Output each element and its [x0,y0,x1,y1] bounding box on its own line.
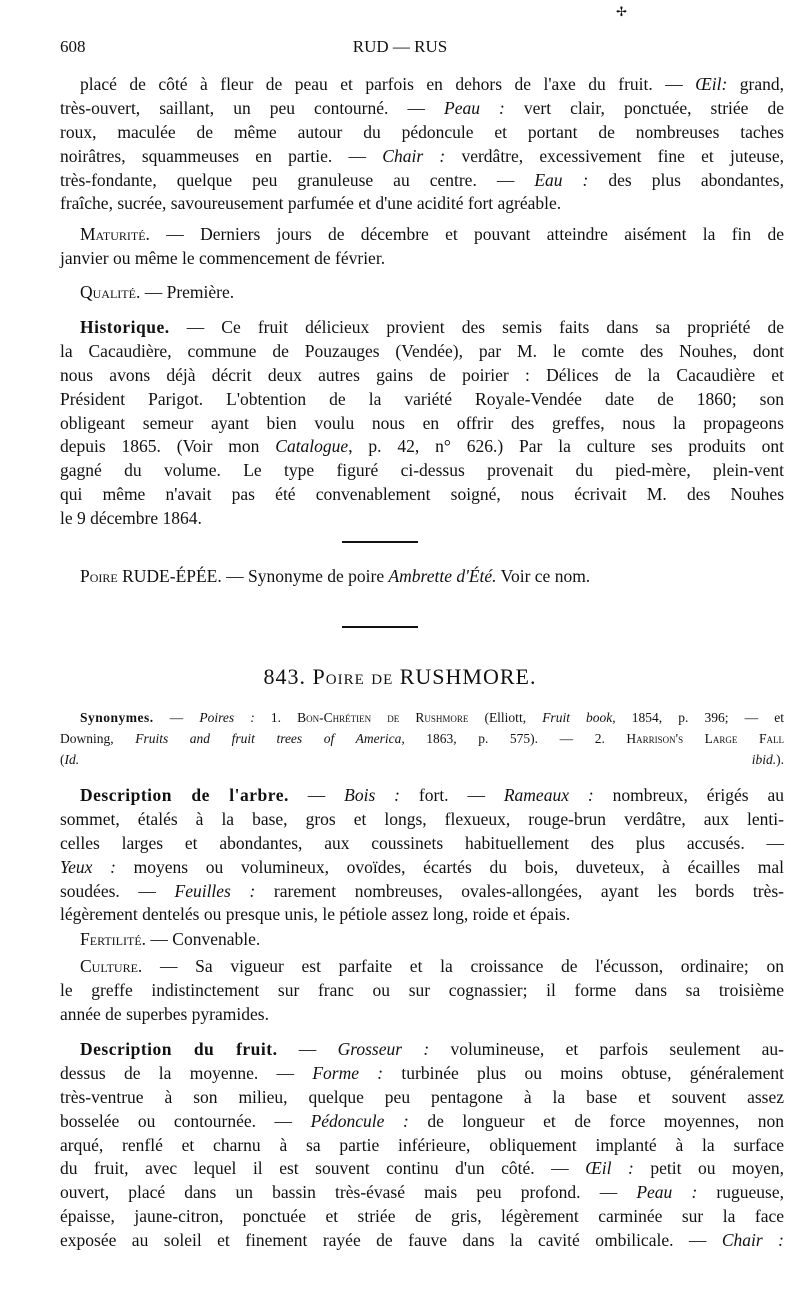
text-run: noirâtres, squammeuses en partie. — [60,145,383,166]
text-line [60,707,784,728]
divider [342,541,418,543]
text-line [60,483,784,507]
italic-term: Ambrette d'Été. [388,566,497,586]
text-run: le greffe indistinctement sur franc ou sur cognassier; il forme dans sa troisième [60,979,784,1000]
divider [342,626,418,628]
text-run: Président Parigot. L'obtention de la variété Royale-Vendée date de 1860; son [60,388,784,409]
italic-term: Catalogue [275,436,349,457]
smallcaps-term: Fertilité. [80,929,147,949]
section-label: Description du fruit. [80,1039,278,1059]
text-run: ). [776,752,784,767]
text-run: la Cacaudière, commune de Pouzauges (Vendée), par M. le comte des Nouhes, dont [60,340,784,361]
smallcaps-term: Qualité. [80,282,141,302]
text-line [60,412,784,436]
text-run: , 1863, p. 575). — 2. [401,731,627,746]
text-line [60,507,784,531]
italic-term: Feuilles : [174,880,256,901]
text-line [60,247,784,271]
text-line [60,928,784,952]
text-run: nombreux, érigés au [593,785,784,805]
text-run: — Convenable. [146,929,261,949]
text-run: Downing, [60,731,136,746]
section-label: Description de l'arbre. [80,785,289,805]
text-run: janvier ou même le commencement de février. [60,247,386,268]
text-line [60,903,784,927]
italic-term: Chair : [721,1230,784,1251]
text-line [60,192,784,216]
text-run: turbinée plus ou moins obtuse, généralement [383,1062,784,1083]
italic-term: Yeux : [60,856,116,877]
text-run: très-fondante, quelque peu granuleuse au centre. — [60,169,535,190]
italic-term: Forme : [312,1062,384,1083]
text-run: — Sa vigueur est parfaite et la croissance de l'écusson, ordinaire; on [142,956,784,976]
text-run: — Première. [140,282,235,302]
text-run: fort. — [400,785,504,805]
italic-term: Poires : [199,710,255,725]
text-run: placé de côté à fleur de peau et parfois en dehors de l'axe du fruit. — [80,74,696,94]
text-line [60,1134,784,1158]
smallcaps-term: Culture. [80,956,143,976]
italic-term: Pédoncule : [310,1110,409,1131]
text-line [60,459,784,483]
text-line [60,169,784,193]
text-run: petit ou moyen, [633,1158,784,1179]
section-label: Historique. [80,317,170,337]
text-run: exposée au soleil et finement rayée de fauve dans la cavité ombilicale. — [60,1230,722,1251]
page-number: 608 [60,37,86,56]
italic-term: Peau : [636,1182,698,1203]
text-line [60,121,784,145]
text-run: celles larges et abondantes, aux coussinets habituellement des plus accusés. — [60,832,784,853]
text-line [60,1157,784,1181]
text-line [60,340,784,364]
text-run: nous avons déjà décrit deux autres gains de poirier : Délices de la Cacaudière et [60,364,784,385]
section-name: RUSHMORE. [399,664,537,689]
text-run: des plus abondantes, [588,169,784,190]
text-line [60,1110,784,1134]
text-line [60,1229,784,1253]
text-run: — Ce fruit délicieux provient des semis faits dans sa propriété de [169,317,784,337]
text-line [60,388,784,412]
text-line [60,364,784,388]
italic-term: Œil: [695,74,728,94]
text-line [60,1205,784,1229]
text-line [60,1086,784,1110]
italic-term: Id. ibid. [64,752,777,767]
italic-term: Bois : [344,785,401,805]
text-line [60,832,784,856]
text-line [60,565,784,589]
paragraph-qualite [60,281,784,305]
text-run: bosselée ou contournée. — [60,1110,311,1131]
text-run: verdâtre, excessivement fine et juteuse, [445,145,784,166]
paragraph-synonymes [60,707,784,770]
text-line [60,979,784,1003]
text-line [60,281,784,305]
text-line [60,1038,784,1062]
smallcaps-term: Bon-Chrétien de Rushmore [297,710,469,725]
paragraph-arbre [60,784,784,927]
text-run: épaisse, jaune-citron, ponctuée et striée de gris, légèrement carminée sur la face [60,1206,784,1227]
text-run: ( [60,752,65,767]
text-line [60,435,784,459]
text-run: Voir ce nom. [496,566,591,586]
text-line [60,955,784,979]
entry-rude-epee [60,565,784,589]
text-run: — [153,710,200,725]
text-run: légèrement dentelés ou presque unis, le pétiole assez long, roide et épais. [60,904,571,925]
running-title: RUD — RUS [352,37,448,56]
text-line [60,223,784,247]
text-run: (Elliott, [468,710,543,725]
italic-term: Peau : [444,97,505,118]
text-line [60,1181,784,1205]
paragraph-fertilite [60,928,784,952]
text-run: soudées. — [60,880,175,901]
text-run: roux, maculée de même autour du pédoncule et portant de nombreuses taches [60,121,784,142]
section-title [0,664,800,690]
smallcaps-term: Harrison's Large Fall [626,731,784,746]
italic-term: Œil : [585,1158,634,1179]
text-run: depuis 1865. (Voir mon [60,436,276,457]
text-run: moyens ou volumineux, ovoïdes, écartés du bois, duveteux, à écailles mal [115,856,784,877]
text-run: très-ventrue à son milieu, quelque peu pentagone à la base et souvent assez [60,1086,784,1107]
section-label: Synonymes. [80,710,154,725]
italic-term: Grosseur : [337,1039,430,1059]
section-prefix: Poire de [312,664,394,689]
paragraph-fruit [60,1038,784,1253]
text-line [60,73,784,97]
paragraph-chair [60,73,784,216]
text-run: sommet, étalés à la base, gros et longs, flexueux, rouge-brun verdâtre, aux lenti- [60,808,784,829]
text-run: volumineuse, et parfois seulement au- [429,1039,784,1059]
text-line [60,316,784,340]
printer-mark: ✢ [616,4,627,19]
text-run: le 9 décembre 1864. [60,508,202,529]
section-number: 843. [263,664,306,689]
text-run: du fruit, avec lequel il est souvent continu d'un côté. — [60,1158,586,1179]
text-line [60,97,784,121]
smallcaps-term: Maturité. [80,224,150,244]
text-run: dessus de la moyenne. — [60,1062,313,1083]
italic-term: Eau : [534,169,589,190]
text-run: gagné du volume. Le type figuré ci-dessus provenait du pied-mère, plein-vent [60,460,784,481]
text-run: rarement nombreuses, ovales-allongées, ayant les bords très- [255,880,785,901]
text-line [60,1003,784,1027]
text-run: ouvert, placé dans un bassin très-évasé mais peu profond. — [60,1182,637,1203]
paragraph-culture [60,955,784,1027]
text-run: qui même n'avait pas été convenablement soigné, nous écrivait M. des Nouhes [60,484,784,505]
text-run: 1. [254,710,298,725]
text-run: obligeant semeur ayant bien voulu nous en offrir des greffes, nous la propageons [60,412,784,433]
italic-term: Chair : [382,145,446,166]
text-line [60,749,784,770]
text-line [60,856,784,880]
text-run: fraîche, sucrée, savoureusement parfumée et d'une acidité fort agréable. [60,193,562,214]
italic-term: Fruits and fruit trees of America [135,731,402,746]
text-run: année de superbes pyramides. [60,1003,269,1024]
text-run: — [277,1039,338,1059]
paragraph-maturite [60,223,784,271]
text-run: grand, [727,74,784,94]
text-run: rugueuse, [697,1182,784,1203]
text-run: , 1854, p. 396; — et [612,710,784,725]
text-run: — [288,785,345,805]
text-line [60,880,784,904]
italic-term: Rameaux : [503,785,594,805]
text-run: de longueur et de force moyennes, non [408,1110,784,1131]
text-run: , p. 42, n° 626.) Par la culture ses produits ont [348,436,785,457]
text-run: très-ouvert, saillant, un peu contourné. — [60,97,444,118]
text-run: arqué, renflé et charnu à sa partie inférieure, obliquement implanté à la surface [60,1134,784,1155]
text-line [60,728,784,749]
text-line [60,145,784,169]
text-run: RUDE-ÉPÉE. — Synonyme de poire [117,566,389,586]
italic-term: Fruit book [542,710,613,725]
text-run: — Derniers jours de décembre et pouvant atteindre aisément la fin de [149,224,784,244]
text-line [60,1062,784,1086]
smallcaps-term: Poire [80,566,118,586]
text-line [60,784,784,808]
paragraph-historique [60,316,784,531]
text-run: vert clair, ponctuée, striée de [504,97,784,118]
text-line [60,808,784,832]
